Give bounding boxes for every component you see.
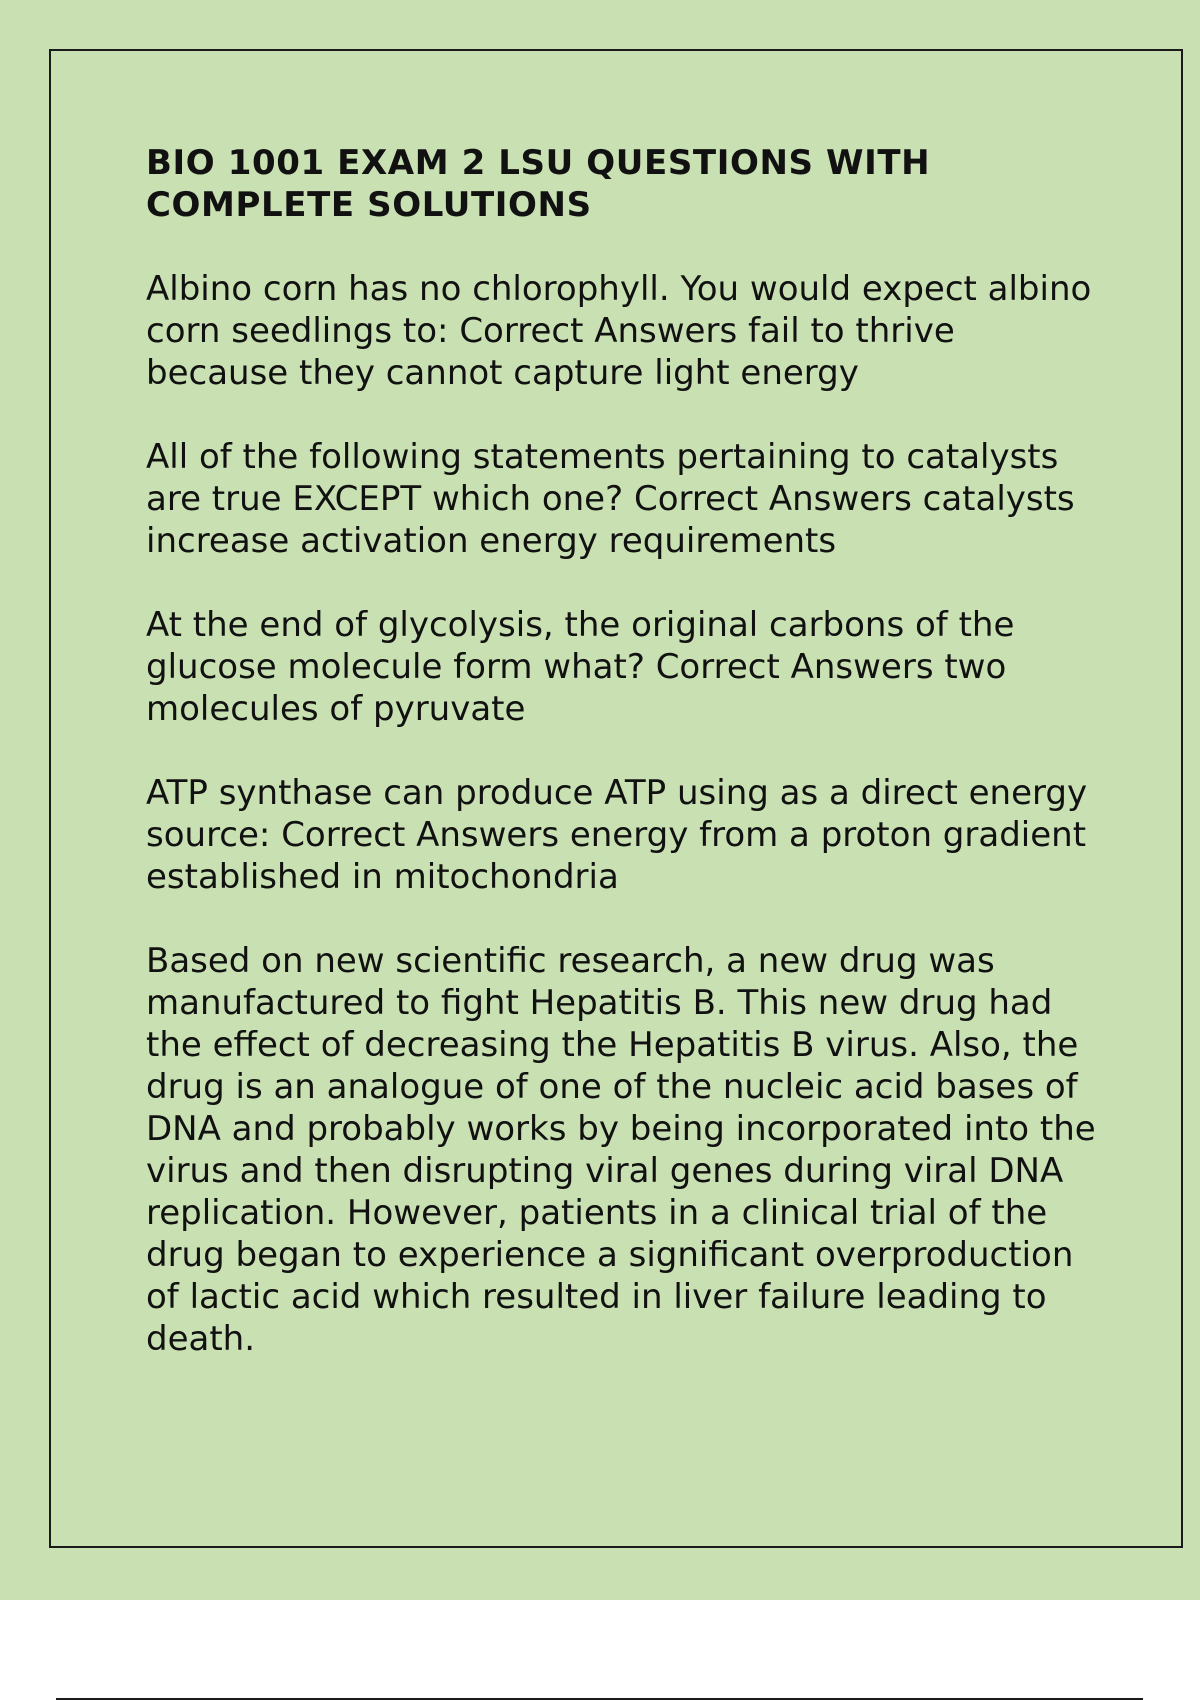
document-title: BIO 1001 EXAM 2 LSU QUESTIONS WITH COMPLETE SOLUTIONS	[146, 143, 931, 225]
question-text: Based on new scientific research, a new drug was manufactured to fight Hepatitis B. This new drug had the effect of decreasing the Hepatitis B virus. Also, the drug is an analogue of one of the nucleic acid bases of DNA and probably works by being incorporated into the virus and then disrupting viral genes during viral DNA replication. However, patients in a clinical trial of the drug began to experience a significant overproduction of lactic acid which resulted in liver failure leading to death.	[146, 941, 1107, 1359]
question-text: ATP synthase can produce ATP using as a direct energy source:	[146, 773, 1098, 855]
qa-item	[146, 436, 1106, 562]
qa-item	[146, 772, 1106, 898]
answer-label: Correct Answers	[655, 647, 934, 687]
qa-item	[146, 604, 1106, 730]
answer-label: Correct Answers	[459, 311, 738, 351]
question-text: Albino corn has no chlorophyll. You would expect albino corn seedlings to:	[146, 269, 1103, 351]
qa-item	[146, 940, 1106, 1360]
question-text: At the end of glycolysis, the original carbons of the glucose molecule form what?	[146, 605, 1026, 687]
qa-item	[146, 268, 1106, 394]
answer-label: Correct Answers	[281, 815, 560, 855]
answer-label: Correct Answers	[633, 479, 912, 519]
question-text: All of the following statements pertaining to catalysts are true EXCEPT which one?	[146, 437, 1070, 519]
answer-text: two molecules of pyruvate	[146, 647, 1018, 729]
answer-text: catalysts increase activation energy requirements	[146, 479, 1086, 561]
document-content	[146, 142, 1106, 1402]
answer-text: energy from a proton gradient established in mitochondria	[146, 815, 1097, 897]
answer-text: fail to thrive because they cannot capture light energy	[146, 311, 966, 393]
